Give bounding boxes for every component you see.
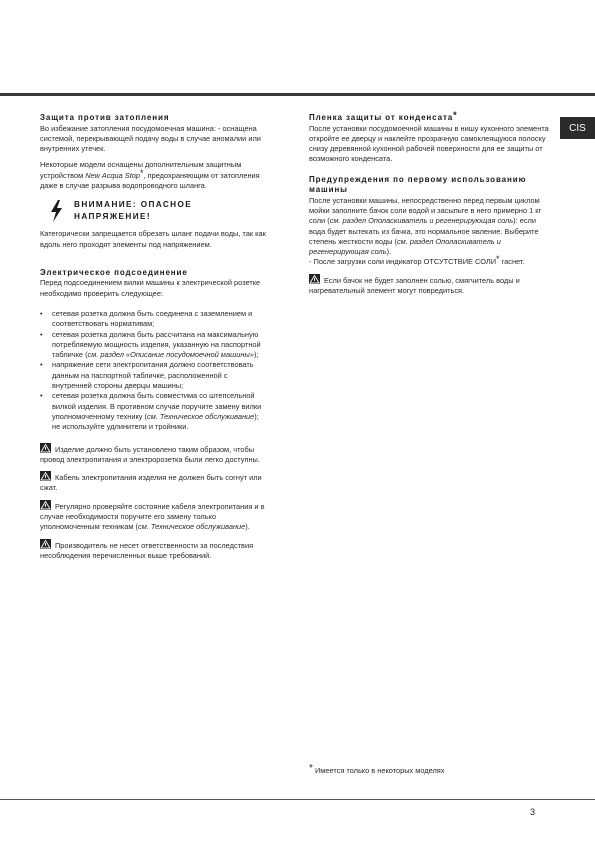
page-number: 3 [530, 807, 536, 817]
top-divider [0, 93, 595, 96]
list-item: • сетевая розетка должна быть совместима со штепсельной вилкой изделия. В противном случае поручите замену вилки уполномоченному технику (см. Техническое обслуживание); не используйте удлинители и тройники. [40, 391, 262, 432]
caution-icon [40, 500, 51, 510]
language-tab: CIS [560, 117, 595, 139]
caution-icon [309, 274, 320, 284]
electrical-checklist [40, 309, 266, 433]
voltage-warning [50, 199, 266, 223]
note-paragraph: Если бачок не будет заполнен солью, смягчитель воды и нагревательный элемент могут повредиться. [309, 275, 520, 296]
note-paragraph: Кабель электропитания изделия не должен быть согнут или сжат. [40, 473, 262, 493]
acqua-stop-text: Некоторые модели оснащены дополнительным защитным устройством New Acqua Stop*, предохраняющим от затопления даже в случае разрыва водопроводного шланга. [40, 160, 260, 190]
condensation-film-heading: Пленка защиты от конденсата* [309, 110, 458, 122]
caution-icon [40, 443, 51, 453]
bottom-divider [0, 799, 595, 800]
first-use-text: После установки машины, непосредственно перед первым циклом мойки заполните бачок соли водой и засыпьте в него примерно 1 кг соли (см. раздел Ополаскиватель и регенерирующая соль): если вода будет вытекать из бачка, это нормальное явление. Выберите степень жесткости воды (см. раздел Ополаскиватель и регенерирующая соль). [309, 195, 542, 257]
caution-icon [40, 539, 51, 549]
electrical-connection-heading: Электрическое подсоединение [40, 267, 188, 277]
electrical-intro-text: Перед подсоединением вилки машины к электрической розетке необходимо проверить следующее: [40, 278, 261, 298]
caution-icon [40, 471, 51, 481]
condensation-film-text: После установки посудомоечной машины в нишу кухонного элемента откройте ее дверцу и наклейте прозрачную самоклеящуюся полоску снизу деревянной кухонной рабочей поверхности для ее защиты от возможного конденсата. [309, 123, 549, 164]
list-item: • напряжение сети электропитания должно соответствовать данным на паспортной табличке, расположенной с внутренней стороны дверцы машины; [40, 360, 254, 391]
flood-protection-text: Во избежание затопления посудомоечная машина: - оснащена системой, перекрывающей подачу воды в случае аномалии или внутренних утечек. [40, 123, 261, 154]
note-paragraph: Изделие должно быть установлено таким образом, чтобы провод электропитания и электророзетка были легко доступны. [40, 444, 260, 464]
lightning-icon [50, 200, 64, 222]
salt-indicator-text: - После загрузки соли индикатор ОТСУТСТВИЕ СОЛИ* гаснет. [309, 254, 525, 267]
left-column [40, 113, 266, 561]
list-item: • сетевая розетка должна быть рассчитана на максимальную потребляемую мощность изделия, указанную на паспортной табличке (см. раздел «Описание посудомоечной машины»); [40, 329, 261, 360]
note-paragraph: Производитель не несет ответственности за последствия несоблюдения перечисленных выше требований. [40, 540, 254, 560]
warning-title-line1: ВНИМАНИЕ: ОПАСНОЕ [74, 200, 193, 210]
hose-warning-text: Категорически запрещается обрезать шланг подачи воды, так как вдоль него проходят элементы под напряжением. [40, 229, 266, 249]
note-paragraph: Регулярно проверяйте состояние кабеля электропитания и в случае необходимости поручите его замену только уполномоченным техникам (см. Техническое обслуживание). [40, 501, 265, 532]
warning-title-line2: НАПРЯЖЕНИЕ! [74, 212, 151, 222]
footnote: * Имеется только в некоторых моделях [309, 763, 445, 775]
first-use-heading: Предупреждения по первому использованию машины [309, 174, 527, 195]
list-item: • сетевая розетка должна быть соединена с заземлением и соответствовать нормативам; [40, 308, 253, 329]
flood-protection-heading: Защита против затопления [40, 113, 170, 122]
right-column [309, 110, 549, 296]
